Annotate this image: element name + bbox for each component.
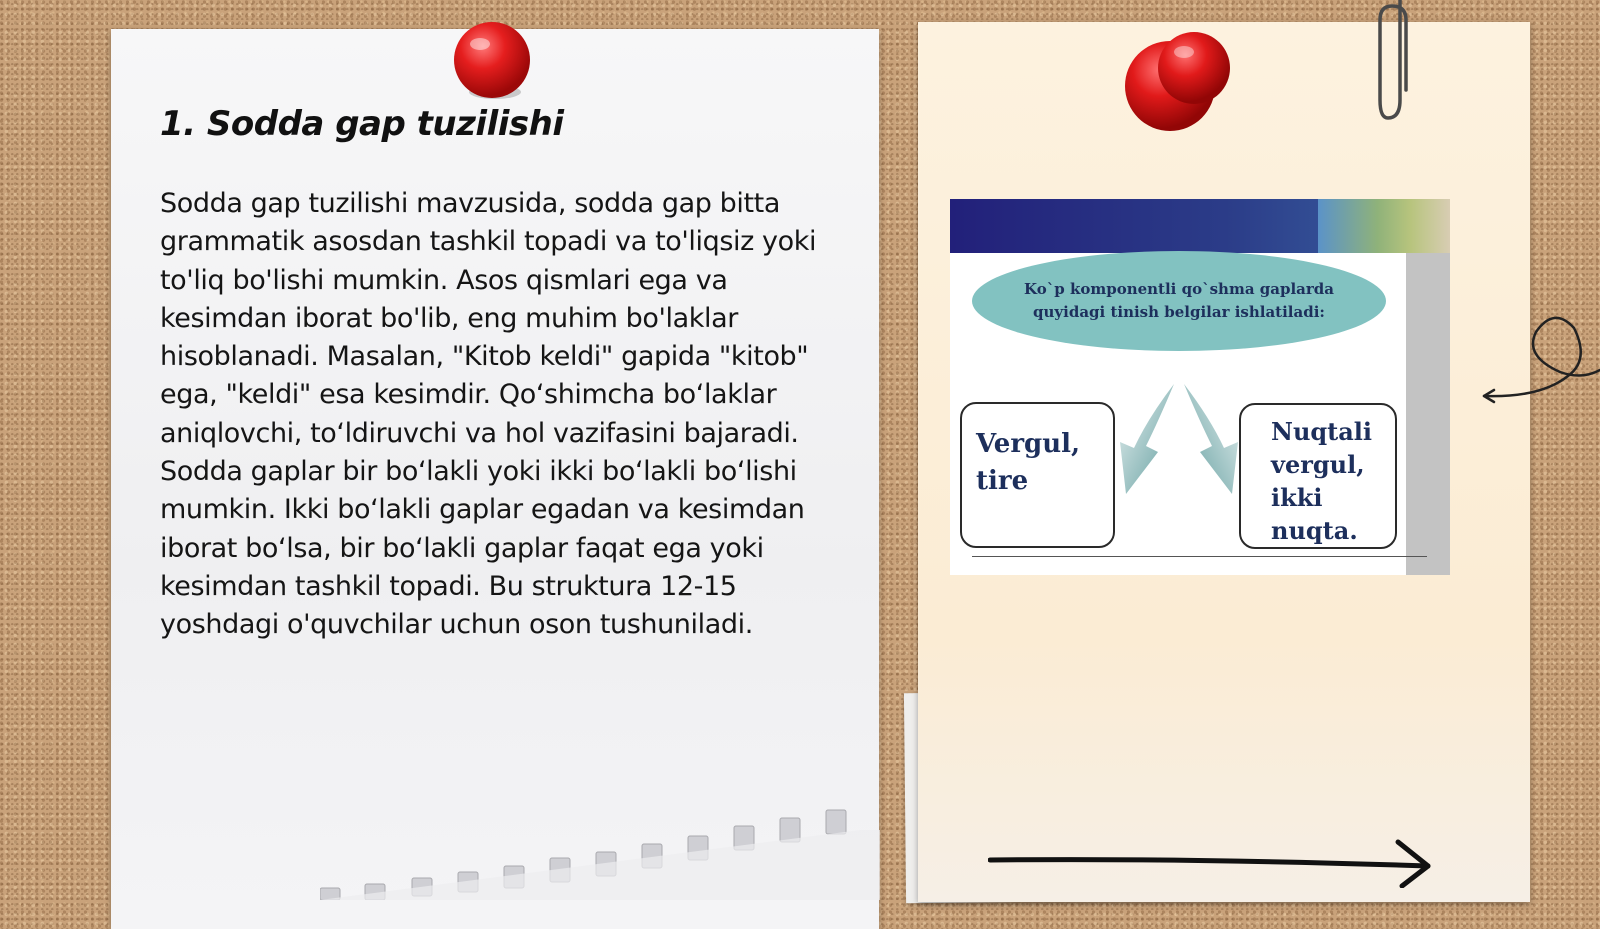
- arrow-down-right-icon: [1180, 382, 1240, 502]
- arrow-down-left-icon: [1118, 382, 1178, 502]
- curl-string-decoration: [1480, 310, 1600, 410]
- slide-image-divider: [972, 556, 1427, 557]
- slide-image-heading: Ko`p komponentli qo`shma gaplarda quyidagi tinish belgilar ishlatiladi:: [1024, 280, 1334, 321]
- slide-title: 1. Sodda gap tuzilishi: [160, 104, 564, 144]
- push-pin-icon: [452, 20, 534, 102]
- slide-image: [950, 199, 1450, 575]
- slide-body-text: Sodda gap tuzilishi mavzusida, sodda gap bitta grammatik asosdan tashkil topadi va to'liqsiz yoki to'liq bo'lishi mumkin. Asos qismlari ega va kesimdan iborat bo'lib, eng muhim bo'laklar hisoblanadi. Masalan, "Kitob keldi" gapida "kitob" ega, "keldi" esa kesimdir. Qo‘shimcha bo‘laklar aniqlovchi, to‘ldiruvchi va hol vazifasini bajaradi. Sodda gaplar bir bo‘lakli yoki ikki bo‘lakli bo‘lishi mumkin. Ikki bo‘lakli gaplar egadan va kesimdan iborat bo‘lsa, bir bo‘lakli gaplar faqat ega yoki kesimdan tashkil topadi. Bu struktura 12-15 yoshdagi o'quvchilar uchun oson tushuniladi.: [160, 188, 817, 641]
- arrow-right-icon: [988, 838, 1448, 888]
- slide-image-box-left: Vergul, tire: [960, 402, 1115, 548]
- slide-image-header-photo: [1318, 199, 1450, 253]
- slide-image-sidebar: [1406, 253, 1450, 575]
- torn-edge-decoration: [320, 800, 880, 900]
- paperclip-icon: [1378, 0, 1418, 125]
- slide-image-heading-ellipse: [972, 251, 1386, 351]
- slide-image-box-right: Nuqtali vergul, ikki nuqta.: [1239, 403, 1397, 549]
- push-pin-icon: [1122, 30, 1237, 135]
